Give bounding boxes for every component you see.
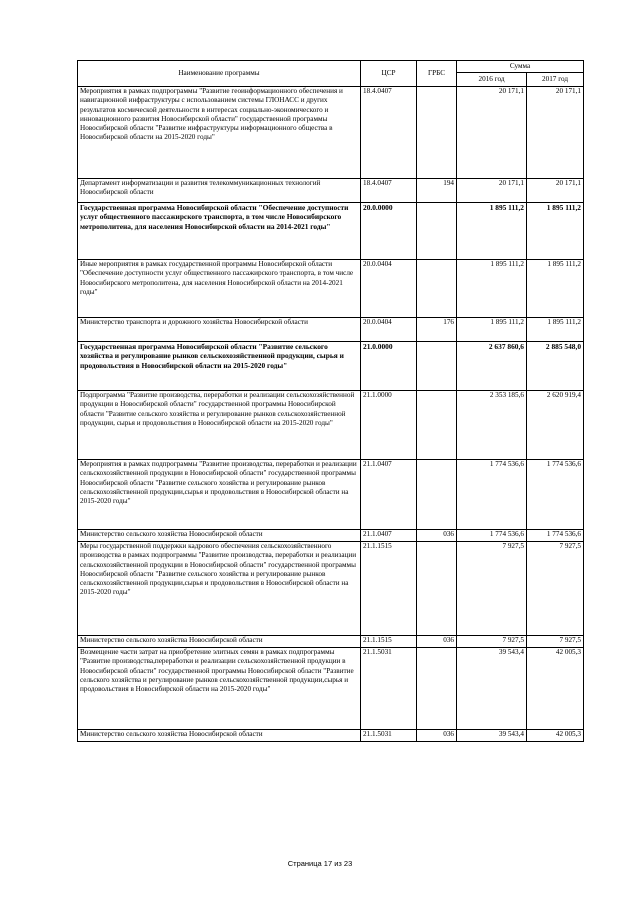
header-year-2017: 2017 год	[527, 73, 584, 87]
table-row	[78, 542, 584, 636]
table-row	[78, 530, 584, 542]
row-sum-2016: 20 171,1	[457, 87, 527, 179]
row-sum-2016: 1 774 536,6	[457, 530, 527, 542]
row-grbs	[417, 460, 457, 530]
budget-table	[77, 60, 584, 742]
row-sum-2016: 2 353 185,6	[457, 391, 527, 460]
table-row	[78, 342, 584, 391]
row-sum-2017: 42 005,3	[527, 730, 584, 742]
row-grbs	[417, 542, 457, 636]
row-sum-2017: 2 620 919,4	[527, 391, 584, 460]
row-sum-2016: 1 895 111,2	[457, 203, 527, 260]
header-grbs: ГРБС	[417, 61, 457, 87]
table-header	[78, 61, 584, 87]
header-csr: ЦСР	[361, 61, 417, 87]
row-name: Государственная программа Новосибирской области "Обеспечение доступности услуг общественного пассажирского транспорта, в том числе Новосибирского метрополитена, для населения Новосибирской области на 2014-2021 годы"	[78, 203, 361, 260]
row-name: Подпрограмма "Развитие производства, переработки и реализации сельскохозяйственной продукции в Новосибирской области" государственной программы Новосибирской области "Развитие сельского хозяйства и регулирование рынков сельскохозяйственной продукции, сырья и продовольствия в Новосибирской области на 2015-2020 годы"	[78, 391, 361, 460]
table-row	[78, 203, 584, 260]
row-grbs	[417, 87, 457, 179]
row-sum-2017: 1 774 536,6	[527, 460, 584, 530]
row-grbs: 036	[417, 730, 457, 742]
row-sum-2017: 2 885 548,0	[527, 342, 584, 391]
table-row	[78, 260, 584, 318]
row-csr: 21.1.0000	[361, 391, 417, 460]
row-sum-2017: 20 171,1	[527, 179, 584, 203]
page-number: Страница 17 из 23	[287, 859, 353, 868]
table-row	[78, 636, 584, 648]
row-name: Государственная программа Новосибирской области "Развитие сельского хозяйства и регулирование рынков сельскохозяйственной продукции, сырья и продовольствия в Новосибирской области на 2015-2020 годы"	[78, 342, 361, 391]
row-sum-2016: 7 927,5	[457, 636, 527, 648]
row-sum-2017: 7 927,5	[527, 542, 584, 636]
row-csr: 18.4.0407	[361, 179, 417, 203]
row-sum-2017: 20 171,1	[527, 87, 584, 179]
row-name: Министерство транспорта и дорожного хозяйства Новосибирской области	[78, 318, 361, 342]
row-name: Мероприятия в рамках подпрограммы "Развитие производства, переработки и реализации сельскохозяйственной продукции в Новосибирской области" государственной программы Новосибирской области "Развитие сельского хозяйства и регулирование рынков сельскохозяйственной продукции,сырья и продовольствия в Новосибирской области на 2015-2020 годы"	[78, 460, 361, 530]
table-row	[78, 648, 584, 730]
row-grbs	[417, 203, 457, 260]
row-csr: 20.0.0000	[361, 203, 417, 260]
row-sum-2016: 7 927,5	[457, 542, 527, 636]
row-csr: 20.0.0404	[361, 318, 417, 342]
table-row	[78, 179, 584, 203]
header-name: Наименование программы	[78, 61, 361, 87]
table-row	[78, 730, 584, 742]
header-year-2016: 2016 год	[457, 73, 527, 87]
table-row	[78, 460, 584, 530]
row-grbs: 036	[417, 530, 457, 542]
row-name: Возмещение части затрат на приобретение элитных семян в рамках подпрограммы "Развитие производства,переработки и реализации сельскохозяйственной продукции в Новосибирской области" государственной программы Новосибирской области "Развитие сельского хозяйства и регулирование рынков сельскохозяйственной продукции,сырья и продовольствия в Новосибирской области на 2015-2020 годы"	[78, 648, 361, 730]
row-name: Департамент информатизации и развития телекоммуникационных технологий Новосибирской области	[78, 179, 361, 203]
row-name: Министерство сельского хозяйства Новосибирской области	[78, 730, 361, 742]
row-sum-2016: 39 543,4	[457, 730, 527, 742]
table-row	[78, 318, 584, 342]
row-sum-2016: 39 543,4	[457, 648, 527, 730]
table-row	[78, 87, 584, 179]
row-csr: 20.0.0404	[361, 260, 417, 318]
row-csr: 21.1.0407	[361, 530, 417, 542]
row-name: Мероприятия в рамках подпрограммы "Развитие геоинформационного обеспечения и навигационной инфраструктуры с использованием системы ГЛОНАСС и других результатов космической деятельности в интересах социально-экономического и инновационного развития Новосибирской области" государственной программы Новосибирской области "Развитие инфраструктуры информационного общества в Новосибирской области на 2015-2020 годы"	[78, 87, 361, 179]
row-grbs: 176	[417, 318, 457, 342]
row-csr: 21.1.5031	[361, 648, 417, 730]
row-grbs: 036	[417, 636, 457, 648]
row-name: Меры государственной поддержки кадрового обеспечения сельскохозяйственного производства в рамках подпрограммы "Развитие производства, переработки и реализации сельскохозяйственной продукции в Новосибирской области" государственной программы Новосибирской области "Развитие сельского хозяйства и регулирование рынков сельскохозяйственной продукции,сырья и продовольствия в Новосибирской области на 2015-2020 годы"	[78, 542, 361, 636]
row-grbs	[417, 648, 457, 730]
row-grbs	[417, 342, 457, 391]
row-name: Министерство сельского хозяйства Новосибирской области	[78, 636, 361, 648]
row-csr: 21.1.1515	[361, 542, 417, 636]
row-csr: 21.1.1515	[361, 636, 417, 648]
row-grbs	[417, 260, 457, 318]
row-sum-2016: 1 895 111,2	[457, 260, 527, 318]
table-body	[78, 87, 584, 742]
row-sum-2017: 1 895 111,2	[527, 203, 584, 260]
row-grbs	[417, 391, 457, 460]
row-sum-2016: 2 637 860,6	[457, 342, 527, 391]
header-sum: Сумма	[457, 61, 584, 73]
row-name: Министерство сельского хозяйства Новосибирской области	[78, 530, 361, 542]
row-sum-2017: 42 005,3	[527, 648, 584, 730]
row-sum-2017: 7 927,5	[527, 636, 584, 648]
row-sum-2017: 1 774 536,6	[527, 530, 584, 542]
table-row	[78, 391, 584, 460]
row-sum-2017: 1 895 111,2	[527, 260, 584, 318]
row-grbs: 194	[417, 179, 457, 203]
row-csr: 18.4.0407	[361, 87, 417, 179]
row-name: Иные мероприятия в рамках государственной программы Новосибирской области "Обеспечение доступности услуг общественного пассажирского транспорта, в том числе Новосибирского метрополитена, для населения Новосибирской области на 2014-2021 годы"	[78, 260, 361, 318]
row-sum-2016: 1 774 536,6	[457, 460, 527, 530]
row-csr: 21.1.0407	[361, 460, 417, 530]
row-sum-2016: 1 895 111,2	[457, 318, 527, 342]
row-sum-2016: 20 171,1	[457, 179, 527, 203]
row-sum-2017: 1 895 111,2	[527, 318, 584, 342]
row-csr: 21.0.0000	[361, 342, 417, 391]
row-csr: 21.1.5031	[361, 730, 417, 742]
